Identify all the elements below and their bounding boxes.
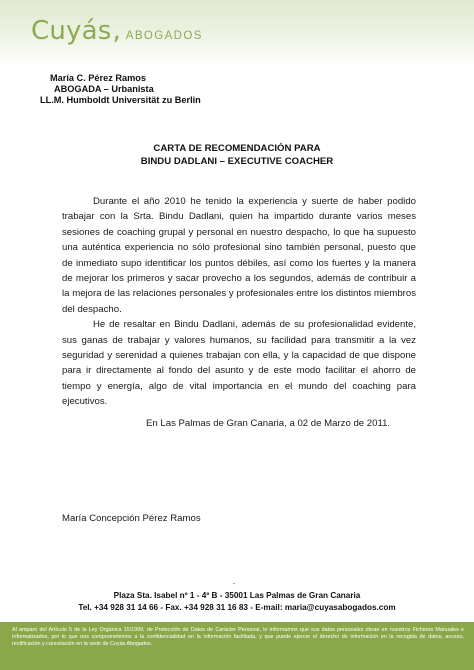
lawyer-block <box>40 73 201 106</box>
signature-name: María Concepción Pérez Ramos <box>62 513 201 524</box>
lawyer-title: ABOGADA – Urbanista <box>54 84 154 94</box>
lawyer-degree: LL.M. Humboldt Universität zu Berlin <box>40 95 201 105</box>
firm-name: Cuyás <box>31 16 112 46</box>
letter-subject <box>0 142 474 168</box>
firm-logo <box>31 16 203 46</box>
footer-address: Plaza Sta. Isabel nº 1 - 4º B - 35001 Las Palmas de Gran Canaria <box>113 591 361 600</box>
legal-notice: Al amparo del Artículo 5 de la Ley Orgánica 15/1999, de Protección de Datos de Carácter Personal, le informamos que sus datos personales obran en nuestros Ficheros Manuales e Informatizados, por lo que nos comprometemos a la confidencialidad en la información facilitada, y que puede ejercer el derecho de información en la recogida de datos, acceso, rectificación y cancelación en la sede de Cuyás Abogados. <box>12 627 464 647</box>
dateline: En Las Palmas de Gran Canaria, a 02 de Marzo de 2011. <box>146 418 391 429</box>
footer-separator: - <box>233 581 236 588</box>
firm-subtitle: ABOGADOS <box>125 30 203 42</box>
lawyer-name: María C. Pérez Ramos <box>50 73 146 83</box>
body-paragraph-1: Durante el año 2010 he tenido la experiencia y suerte de haber podido trabajar con la Srta. Bindu Dadlani, quien ha impartido durante varios meses sesiones de coaching grupal y personal en nuestro despacho, lo que ha supuesto una auténtica experiencia no sólo profesional sino también personal, puesto que de inmediato supo identificar los puntos débiles, así como los fuertes y la manera de mejorar los primeros y sacar provecho a los segundos, además de contribuir a la mejora de las relaciones personales y profesionales entre los distintos miembros del despacho. <box>62 196 416 315</box>
footer-contact: Tel. +34 928 31 14 66 - Fax. +34 928 31 16 83 - E-mail: maria@cuyasabogados.com <box>78 603 396 612</box>
body-paragraph-2: He de resaltar en Bindu Dadlani, además de su profesionalidad evidente, sus ganas de trabajar y valores humanos, su facilidad para transmitir a la vez seguridad y serenidad a quienes trabajan con ella, y la capacidad de que dispone para ir directamente al fondo del asunto y de este modo facilitar el ahorro de tiempo y energía, algo de vital importancia en el mundo del coaching para ejecutivos. <box>62 319 416 408</box>
letter-body <box>62 194 416 410</box>
firm-separator: , <box>112 16 121 46</box>
subject-line-2: BINDU DADLANI – EXECUTIVE COACHER <box>140 156 334 167</box>
subject-line-1: CARTA DE RECOMENDACIÓN PARA <box>153 143 321 154</box>
